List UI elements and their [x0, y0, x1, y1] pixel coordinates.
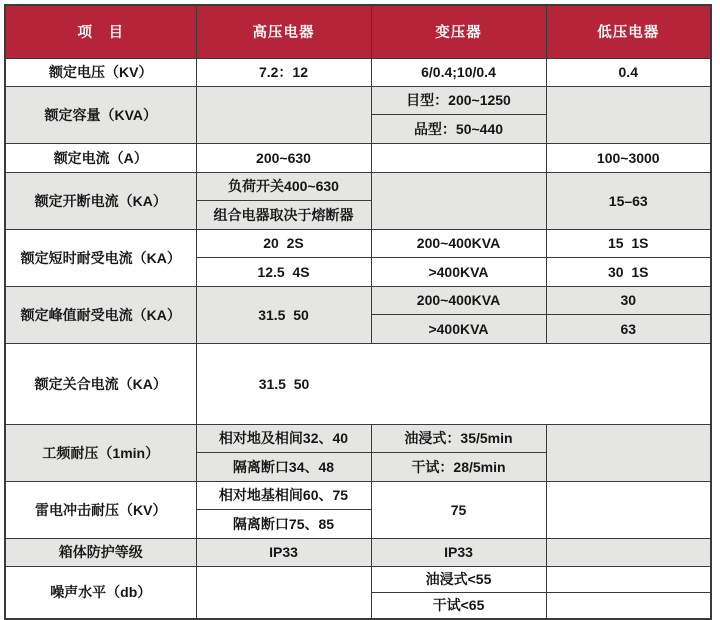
rated-capacity-transformer-b: 品型：50~440: [371, 114, 546, 143]
lightning-label: 雷电冲击耐压（KV）: [5, 481, 196, 538]
short-time-lv-a: 15 1S: [546, 229, 711, 257]
rated-voltage-transformer: 6/0.4;10/0.4: [371, 58, 546, 86]
lightning-hv-b: 隔离断口75、85: [196, 509, 371, 538]
rated-breaking-hv-a: 负荷开关400~630: [196, 172, 371, 200]
rated-capacity-hv-empty: [196, 86, 371, 143]
short-time-hv-a: 20 2S: [196, 229, 371, 257]
noise-transformer-b: 干试<65: [371, 592, 546, 619]
noise-transformer-a: 油浸式<55: [371, 566, 546, 592]
power-freq-transformer-b: 干试：28/5min: [371, 452, 546, 481]
rated-current-lv: 100~3000: [546, 143, 711, 172]
rated-capacity-label: 额定容量（KVA）: [5, 86, 196, 143]
rated-making-value: 31.5 50: [258, 375, 310, 392]
lightning-lv-empty: [546, 481, 711, 538]
rated-breaking-label: 额定开断电流（KA）: [5, 172, 196, 229]
noise-hv-empty: [196, 566, 371, 619]
row-rated-voltage: [5, 58, 711, 86]
row-short-time-a: [5, 229, 711, 257]
header-item: 项 目: [5, 5, 196, 58]
row-lightning-a: [5, 481, 711, 509]
rated-voltage-label: 额定电压（KV）: [5, 58, 196, 86]
peak-hv: 31.5 50: [196, 286, 371, 343]
row-rated-making: [5, 343, 711, 424]
enclosure-label: 箱体防护等级: [5, 538, 196, 566]
rated-voltage-hv: 7.2：12: [196, 58, 371, 86]
peak-label: 额定峰值耐受电流（KA）: [5, 286, 196, 343]
row-rated-breaking-a: [5, 172, 711, 200]
peak-transformer-a: 200~400KVA: [371, 286, 546, 314]
row-power-freq-a: [5, 424, 711, 452]
short-time-transformer-b: >400KVA: [371, 257, 546, 286]
rated-voltage-lv: 0.4: [546, 58, 711, 86]
peak-transformer-b: >400KVA: [371, 314, 546, 343]
header-hv: 高压电器: [196, 5, 371, 58]
short-time-hv-b: 12.5 4S: [196, 257, 371, 286]
header-lv: 低压电器: [546, 5, 711, 58]
header-transformer: 变压器: [371, 5, 546, 58]
noise-lv-b-empty: [546, 592, 711, 619]
row-rated-current: [5, 143, 711, 172]
rated-breaking-transformer-empty: [371, 172, 546, 229]
enclosure-hv: IP33: [196, 538, 371, 566]
rated-capacity-lv-empty: [546, 86, 711, 143]
peak-lv-a: 30: [546, 286, 711, 314]
power-freq-hv-b: 隔离断口34、48: [196, 452, 371, 481]
header-row: [5, 5, 711, 58]
rated-breaking-lv: 15–63: [546, 172, 711, 229]
rated-making-value-cell: [196, 343, 711, 424]
enclosure-transformer: IP33: [371, 538, 546, 566]
spec-table: [4, 4, 712, 620]
short-time-transformer-a: 200~400KVA: [371, 229, 546, 257]
lightning-transformer: 75: [371, 481, 546, 538]
row-rated-capacity-a: [5, 86, 711, 114]
rated-breaking-hv-b: 组合电器取决于熔断器: [196, 200, 371, 229]
short-time-label: 额定短时耐受电流（KA）: [5, 229, 196, 286]
rated-capacity-transformer-a: 目型：200~1250: [371, 86, 546, 114]
power-freq-label: 工频耐压（1min）: [5, 424, 196, 481]
row-peak-a: [5, 286, 711, 314]
rated-current-hv: 200~630: [196, 143, 371, 172]
noise-lv-a-empty: [546, 566, 711, 592]
rated-current-label: 额定电流（A）: [5, 143, 196, 172]
power-freq-lv-empty: [546, 424, 711, 481]
rated-current-transformer-empty: [371, 143, 546, 172]
row-enclosure: [5, 538, 711, 566]
noise-label: 噪声水平（db）: [5, 566, 196, 619]
peak-lv-b: 63: [546, 314, 711, 343]
power-freq-transformer-a: 油浸式：35/5min: [371, 424, 546, 452]
short-time-lv-b: 30 1S: [546, 257, 711, 286]
enclosure-lv-empty: [546, 538, 711, 566]
lightning-hv-a: 相对地基相间60、75: [196, 481, 371, 509]
power-freq-hv-a: 相对地及相间32、40: [196, 424, 371, 452]
row-noise-a: [5, 566, 711, 592]
rated-making-label: 额定关合电流（KA）: [5, 343, 196, 424]
